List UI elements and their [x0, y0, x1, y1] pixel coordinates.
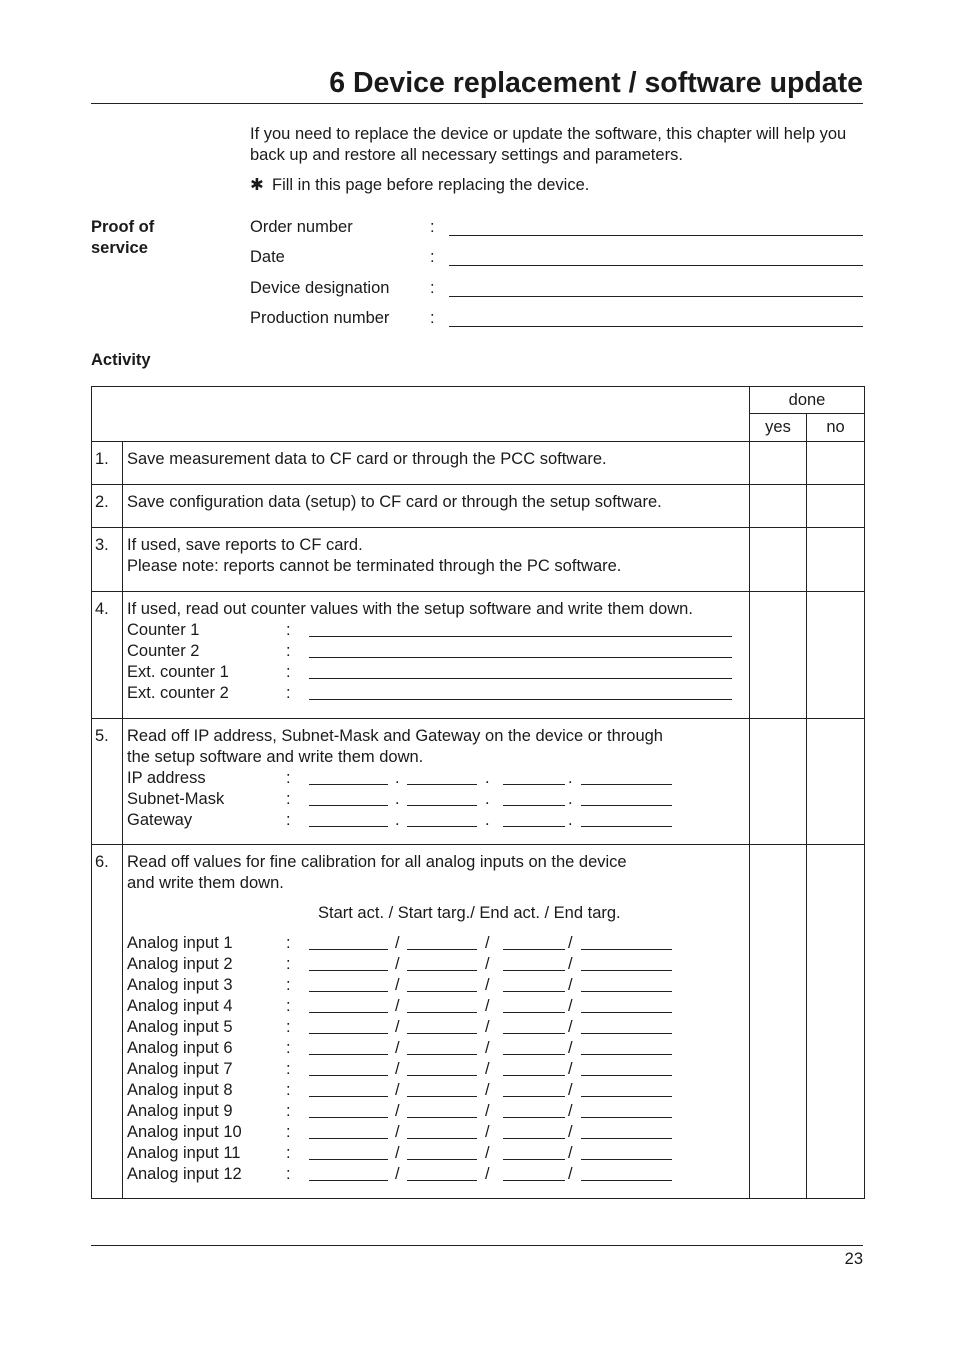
analog-input-field — [127, 933, 749, 954]
row-number: 2. — [92, 485, 123, 528]
fill-in-line[interactable] — [309, 657, 732, 658]
table-row — [92, 485, 865, 528]
fill-in-segment[interactable] — [309, 805, 388, 806]
fill-in-segment[interactable] — [407, 1180, 477, 1181]
fill-in-segment[interactable] — [503, 1075, 565, 1076]
fill-in-segment[interactable] — [503, 991, 565, 992]
fill-in-segment[interactable] — [503, 1033, 565, 1034]
field-colon: : — [286, 997, 291, 1015]
field-separator: / — [485, 1165, 490, 1183]
field-separator: / — [485, 934, 490, 952]
field-separator: / — [395, 1102, 400, 1120]
row-text — [123, 719, 750, 845]
fill-in-segment[interactable] — [581, 991, 672, 992]
fill-in-line[interactable] — [309, 699, 732, 700]
fill-in-segment[interactable] — [309, 1159, 388, 1160]
fill-in-segment[interactable] — [581, 970, 672, 971]
field-separator: / — [485, 1081, 490, 1099]
yes-checkbox[interactable] — [750, 442, 807, 485]
analog-input-field — [127, 1038, 749, 1059]
fill-in-segment[interactable] — [309, 1033, 388, 1034]
field-separator: / — [395, 1018, 400, 1036]
counter-fields — [127, 620, 749, 704]
field-separator: / — [395, 1060, 400, 1078]
no-checkbox[interactable] — [807, 528, 865, 592]
fill-in-segment[interactable] — [503, 1159, 565, 1160]
network-field — [127, 789, 749, 810]
proof-field-production-number — [250, 308, 863, 330]
fill-in-segment[interactable] — [581, 1138, 672, 1139]
fill-in-segment[interactable] — [309, 1012, 388, 1013]
fill-in-segment[interactable] — [503, 1012, 565, 1013]
field-label: Counter 2 — [127, 642, 200, 660]
fill-in-segment[interactable] — [407, 949, 477, 950]
field-colon: : — [430, 248, 435, 266]
fill-in-segment[interactable] — [309, 1180, 388, 1181]
title-rule — [91, 103, 863, 104]
field-label: Analog input 3 — [127, 976, 233, 994]
field-colon: : — [430, 218, 435, 236]
fill-in-segment[interactable] — [407, 1033, 477, 1034]
proof-field-order-number — [250, 217, 863, 239]
field-colon: : — [430, 279, 435, 297]
field-colon: : — [286, 790, 291, 808]
row-number: 4. — [92, 592, 123, 719]
analog-input-field — [127, 996, 749, 1017]
field-separator: . — [395, 811, 400, 829]
fill-in-segment[interactable] — [309, 1117, 388, 1118]
field-label: Analog input 8 — [127, 1081, 233, 1099]
analog-input-field — [127, 1059, 749, 1080]
field-colon: : — [286, 955, 291, 973]
fill-in-segment[interactable] — [407, 805, 477, 806]
fill-in-segment[interactable] — [407, 991, 477, 992]
field-separator: . — [568, 811, 573, 829]
row-line: If used, read out counter values with the setup software and write them down. — [127, 600, 693, 618]
field-separator: / — [395, 934, 400, 952]
proof-field-date — [250, 247, 863, 269]
network-field — [127, 768, 749, 789]
no-checkbox[interactable] — [807, 845, 865, 1199]
field-separator: / — [568, 1102, 573, 1120]
field-colon: : — [286, 663, 291, 681]
table-row — [92, 845, 865, 1199]
fill-in-segment[interactable] — [503, 1117, 565, 1118]
fill-in-segment[interactable] — [581, 805, 672, 806]
no-checkbox[interactable] — [807, 719, 865, 845]
counter-field — [127, 620, 749, 641]
row-line: Please note: reports cannot be terminated through the PC software. — [127, 557, 622, 575]
field-separator: / — [395, 976, 400, 994]
field-separator: / — [485, 997, 490, 1015]
field-separator: / — [395, 1165, 400, 1183]
fill-in-segment[interactable] — [407, 1054, 477, 1055]
header-blank — [92, 387, 750, 442]
field-separator: / — [568, 1018, 573, 1036]
row-line: and write them down. — [127, 874, 284, 892]
field-separator: / — [485, 1123, 490, 1141]
fill-in-segment[interactable] — [581, 1117, 672, 1118]
field-separator: / — [568, 1144, 573, 1162]
fill-in-segment[interactable] — [407, 1012, 477, 1013]
field-colon: : — [286, 811, 291, 829]
counter-field — [127, 641, 749, 662]
row-number: 1. — [92, 442, 123, 485]
no-checkbox[interactable] — [807, 592, 865, 719]
fill-in-segment[interactable] — [309, 1075, 388, 1076]
field-colon: : — [286, 1081, 291, 1099]
fill-in-segment[interactable] — [407, 1096, 477, 1097]
header-yes: yes — [750, 414, 807, 442]
fill-in-line[interactable] — [449, 235, 863, 236]
analog-input-field — [127, 975, 749, 996]
header-done: done — [750, 387, 865, 414]
field-colon: : — [286, 1060, 291, 1078]
analog-input-field — [127, 1017, 749, 1038]
field-colon: : — [286, 1018, 291, 1036]
field-separator: / — [395, 955, 400, 973]
fill-in-segment[interactable] — [309, 970, 388, 971]
field-colon: : — [286, 934, 291, 952]
row-number: 5. — [92, 719, 123, 845]
field-separator: / — [568, 934, 573, 952]
analog-input-field — [127, 1164, 749, 1185]
field-separator: / — [568, 1123, 573, 1141]
fill-in-segment[interactable] — [309, 784, 388, 785]
field-separator: . — [485, 811, 490, 829]
row-line: Save configuration data (setup) to CF card or through the setup software. — [127, 493, 662, 511]
fill-in-segment[interactable] — [581, 1033, 672, 1034]
analog-input-field — [127, 1080, 749, 1101]
yes-checkbox[interactable] — [750, 719, 807, 845]
analog-input-field — [127, 954, 749, 975]
table-row — [92, 528, 865, 592]
counter-field — [127, 662, 749, 683]
field-separator: / — [485, 955, 490, 973]
field-label: Date — [250, 248, 285, 266]
activity-label: Activity — [91, 351, 151, 369]
fill-in-segment[interactable] — [581, 1054, 672, 1055]
fill-in-segment[interactable] — [503, 805, 565, 806]
field-label: Device designation — [250, 279, 390, 297]
network-fields — [127, 768, 749, 831]
field-colon: : — [286, 621, 291, 639]
field-label: Analog input 9 — [127, 1102, 233, 1120]
field-label: Analog input 4 — [127, 997, 233, 1015]
fill-in-segment[interactable] — [407, 970, 477, 971]
row-number: 6. — [92, 845, 123, 1199]
field-separator: / — [568, 976, 573, 994]
fill-in-segment[interactable] — [581, 1159, 672, 1160]
field-separator: / — [568, 955, 573, 973]
field-colon: : — [430, 309, 435, 327]
field-label: Analog input 12 — [127, 1165, 242, 1183]
fill-in-segment[interactable] — [581, 1075, 672, 1076]
fill-in-segment[interactable] — [407, 1075, 477, 1076]
field-separator: / — [568, 997, 573, 1015]
fill-in-line[interactable] — [449, 296, 863, 297]
field-colon: : — [286, 1123, 291, 1141]
field-separator: / — [395, 1081, 400, 1099]
field-colon: : — [286, 976, 291, 994]
fill-in-segment[interactable] — [503, 1096, 565, 1097]
analog-input-field — [127, 1122, 749, 1143]
field-separator: / — [485, 1060, 490, 1078]
fill-in-segment[interactable] — [407, 826, 477, 827]
field-label: IP address — [127, 769, 206, 787]
fill-in-segment[interactable] — [581, 826, 672, 827]
fill-in-segment[interactable] — [503, 826, 565, 827]
fill-in-segment[interactable] — [503, 1138, 565, 1139]
table-row — [92, 442, 865, 485]
field-label: Analog input 6 — [127, 1039, 233, 1057]
analog-input-field — [127, 1101, 749, 1122]
calibration-column-header — [127, 903, 749, 924]
fill-in-segment[interactable] — [309, 991, 388, 992]
field-colon: : — [286, 684, 291, 702]
fill-in-line[interactable] — [449, 265, 863, 266]
fill-in-segment[interactable] — [309, 826, 388, 827]
field-separator: / — [485, 1018, 490, 1036]
field-separator: / — [395, 997, 400, 1015]
proof-of-service-label: Proof of service — [91, 218, 155, 257]
row-text — [123, 485, 750, 528]
field-label: Counter 1 — [127, 621, 200, 639]
field-label: Ext. counter 1 — [127, 663, 229, 681]
yes-checkbox[interactable] — [750, 592, 807, 719]
field-separator: . — [568, 790, 573, 808]
network-field — [127, 810, 749, 831]
fill-in-segment[interactable] — [581, 784, 672, 785]
field-label: Analog input 2 — [127, 955, 233, 973]
field-separator: / — [568, 1165, 573, 1183]
analog-input-field — [127, 1143, 749, 1164]
fill-in-segment[interactable] — [503, 784, 565, 785]
field-separator: / — [395, 1144, 400, 1162]
intro-text: If you need to replace the device or update the software, this chapter will help you back up and restore all necessary settings and parameters. — [250, 125, 847, 164]
fill-in-segment[interactable] — [309, 1138, 388, 1139]
field-separator: / — [395, 1039, 400, 1057]
fill-in-segment[interactable] — [407, 1138, 477, 1139]
row-line: Save measurement data to CF card or through the PCC software. — [127, 450, 607, 468]
activity-table — [91, 386, 865, 1199]
row-number: 3. — [92, 528, 123, 592]
field-separator: . — [395, 790, 400, 808]
no-checkbox[interactable] — [807, 442, 865, 485]
note — [250, 175, 850, 196]
field-colon: : — [286, 769, 291, 787]
no-checkbox[interactable] — [807, 485, 865, 528]
column-header-text: Start act. / Start targ./ End act. / End targ. — [318, 904, 621, 922]
field-label: Analog input 11 — [127, 1144, 241, 1162]
table-row — [92, 719, 865, 845]
row-text — [123, 442, 750, 485]
fill-in-segment[interactable] — [503, 1054, 565, 1055]
field-label: Ext. counter 2 — [127, 684, 229, 702]
field-separator: / — [568, 1081, 573, 1099]
yes-checkbox[interactable] — [750, 528, 807, 592]
row-line: If used, save reports to CF card. — [127, 536, 363, 554]
spacer — [127, 924, 749, 933]
field-separator: . — [395, 769, 400, 787]
field-separator: . — [485, 790, 490, 808]
field-separator: . — [568, 769, 573, 787]
row-line: Read off values for fine calibration for all analog inputs on the device — [127, 853, 627, 871]
field-label: Analog input 10 — [127, 1123, 242, 1141]
field-colon: : — [286, 1165, 291, 1183]
fill-in-segment[interactable] — [503, 970, 565, 971]
calibration-fields — [127, 933, 749, 1185]
row-text — [123, 592, 750, 719]
table-row — [92, 592, 865, 719]
fill-in-segment[interactable] — [407, 1117, 477, 1118]
fill-in-segment[interactable] — [581, 1096, 672, 1097]
page-number: 23 — [844, 1250, 863, 1268]
row-text — [123, 845, 750, 1199]
proof-field-device-designation — [250, 278, 863, 300]
fill-in-segment[interactable] — [407, 1159, 477, 1160]
row-line: the setup software and write them down. — [127, 748, 424, 766]
field-colon: : — [286, 1102, 291, 1120]
field-separator: / — [485, 1039, 490, 1057]
row-text — [123, 528, 750, 592]
yes-checkbox[interactable] — [750, 845, 807, 1199]
field-label: Gateway — [127, 811, 193, 829]
field-separator: / — [395, 1123, 400, 1141]
fill-in-segment[interactable] — [309, 949, 388, 950]
field-label: Production number — [250, 309, 390, 327]
field-separator: / — [568, 1060, 573, 1078]
fill-in-line[interactable] — [309, 678, 732, 679]
fill-in-segment[interactable] — [503, 1180, 565, 1181]
asterisk-icon: ✱ — [250, 176, 264, 194]
field-separator: . — [485, 769, 490, 787]
field-separator: / — [485, 976, 490, 994]
fill-in-segment[interactable] — [503, 949, 565, 950]
fill-in-line[interactable] — [449, 326, 863, 327]
field-label: Analog input 5 — [127, 1018, 233, 1036]
fill-in-segment[interactable] — [581, 1180, 672, 1181]
fill-in-line[interactable] — [309, 636, 732, 637]
row-line: Read off IP address, Subnet-Mask and Gateway on the device or through — [127, 727, 663, 745]
fill-in-segment[interactable] — [581, 949, 672, 950]
fill-in-segment[interactable] — [407, 784, 477, 785]
fill-in-segment[interactable] — [581, 1012, 672, 1013]
counter-field — [127, 683, 749, 704]
field-label: Subnet-Mask — [127, 790, 225, 808]
field-separator: / — [568, 1039, 573, 1057]
field-label: Order number — [250, 218, 353, 236]
field-separator: / — [485, 1144, 490, 1162]
fill-in-segment[interactable] — [309, 1054, 388, 1055]
field-separator: / — [485, 1102, 490, 1120]
field-colon: : — [286, 1039, 291, 1057]
yes-checkbox[interactable] — [750, 485, 807, 528]
note-text: Fill in this page before replacing the device. — [272, 176, 590, 194]
field-colon: : — [286, 642, 291, 660]
field-label: Analog input 1 — [127, 934, 233, 952]
footer-rule — [91, 1245, 863, 1246]
fill-in-segment[interactable] — [309, 1096, 388, 1097]
page-title: 6 Device replacement / software update — [329, 67, 863, 99]
field-colon: : — [286, 1144, 291, 1162]
header-no: no — [807, 414, 865, 442]
field-label: Analog input 7 — [127, 1060, 233, 1078]
